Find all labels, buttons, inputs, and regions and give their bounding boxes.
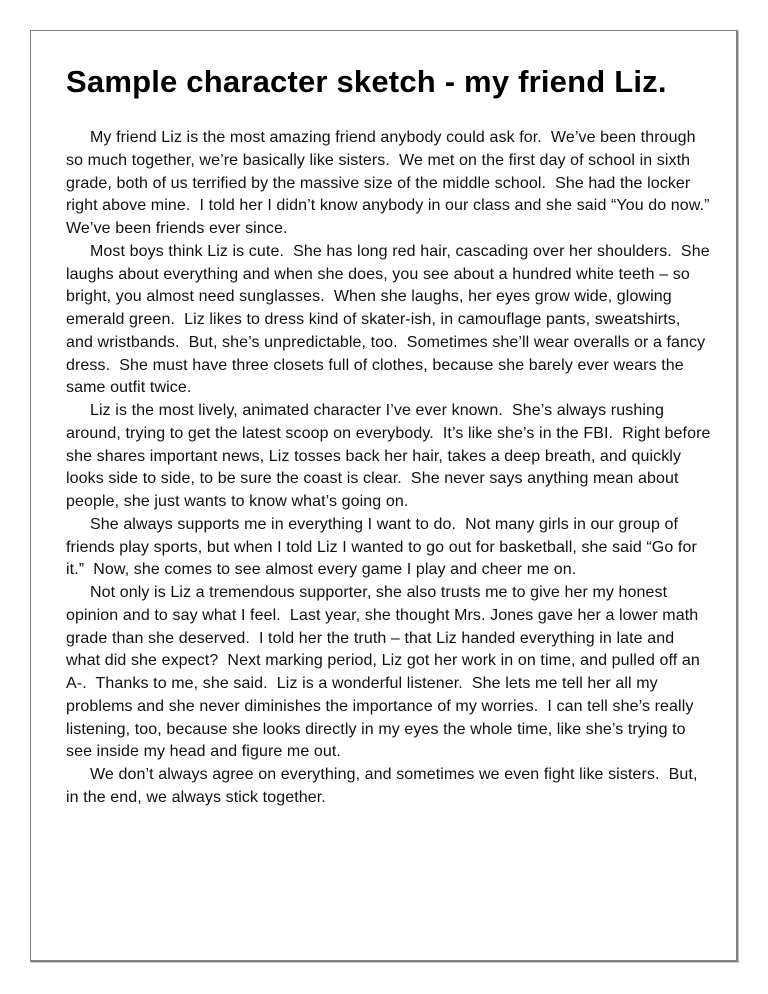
page-title: Sample character sketch - my friend Liz. xyxy=(66,64,667,99)
paragraph-4: She always supports me in everything I want to do. Not many girls in our group of friends play sports, but when I told Liz I wanted to go out for basketball, she said “Go for it.” Now, she comes to see almost every game I play and cheer me on. xyxy=(66,515,702,579)
paragraph-3: Liz is the most lively, animated character I’ve ever known. She’s always rushing around, trying to get the latest scoop on everybody. It’s like she’s in the FBI. Right before she shares important news, Liz tosses back her hair, takes a deep breath, and quickly looks side to side, to be sure the coast is clear. She never says anything mean about people, she just wants to know what’s going on. xyxy=(66,402,716,511)
paragraph-5: Not only is Liz a tremendous supporter, she also trusts me to give her my honest opinion and to say what I feel. Last year, she thought Mrs. Jones gave her a lower math grade than she deserved. I told her the truth – that Liz handed everything in late and what did she expect? Next marking period, Liz got her work in on time, and pulled off an A-. Thanks to me, she said. Liz is a wonderful listener. She lets me tell her all my problems and she never diminishes the importance of my worries. I can tell she’s really listening, too, because she looks directly in my eyes the whole time, like she’s trying to see inside my head and figure me out. xyxy=(66,584,704,761)
paragraph-6: We don’t always agree on everything, and sometimes we even fight like sisters. But, in the end, we always stick together. xyxy=(66,766,703,806)
essay-body xyxy=(66,127,719,810)
document-page xyxy=(30,30,738,962)
paragraph-2: Most boys think Liz is cute. She has long red hair, cascading over her shoulders. She laughs about everything and when she does, you see about a hundred white teeth – so bright, you almost need sunglasses. When she laughs, her eyes grow wide, glowing emerald green. Liz likes to dress kind of skater-ish, in camouflage pants, sweatshirts, and wristbands. But, she’s unpredictable, too. Sometimes she’ll wear overalls or a fancy dress. She must have three closets full of clothes, because she barely ever wears the same outfit twice. xyxy=(66,242,715,397)
paragraph-1: My friend Liz is the most amazing friend anybody could ask for. We’ve been through so much together, we’re basically like sisters. We met on the first day of school in sixth grade, both of us terrified by the massive size of the middle school. She had the locker right above mine. I told her I didn’t know anybody in our class and she said “You do now.” We’ve been friends ever since. xyxy=(66,129,719,238)
